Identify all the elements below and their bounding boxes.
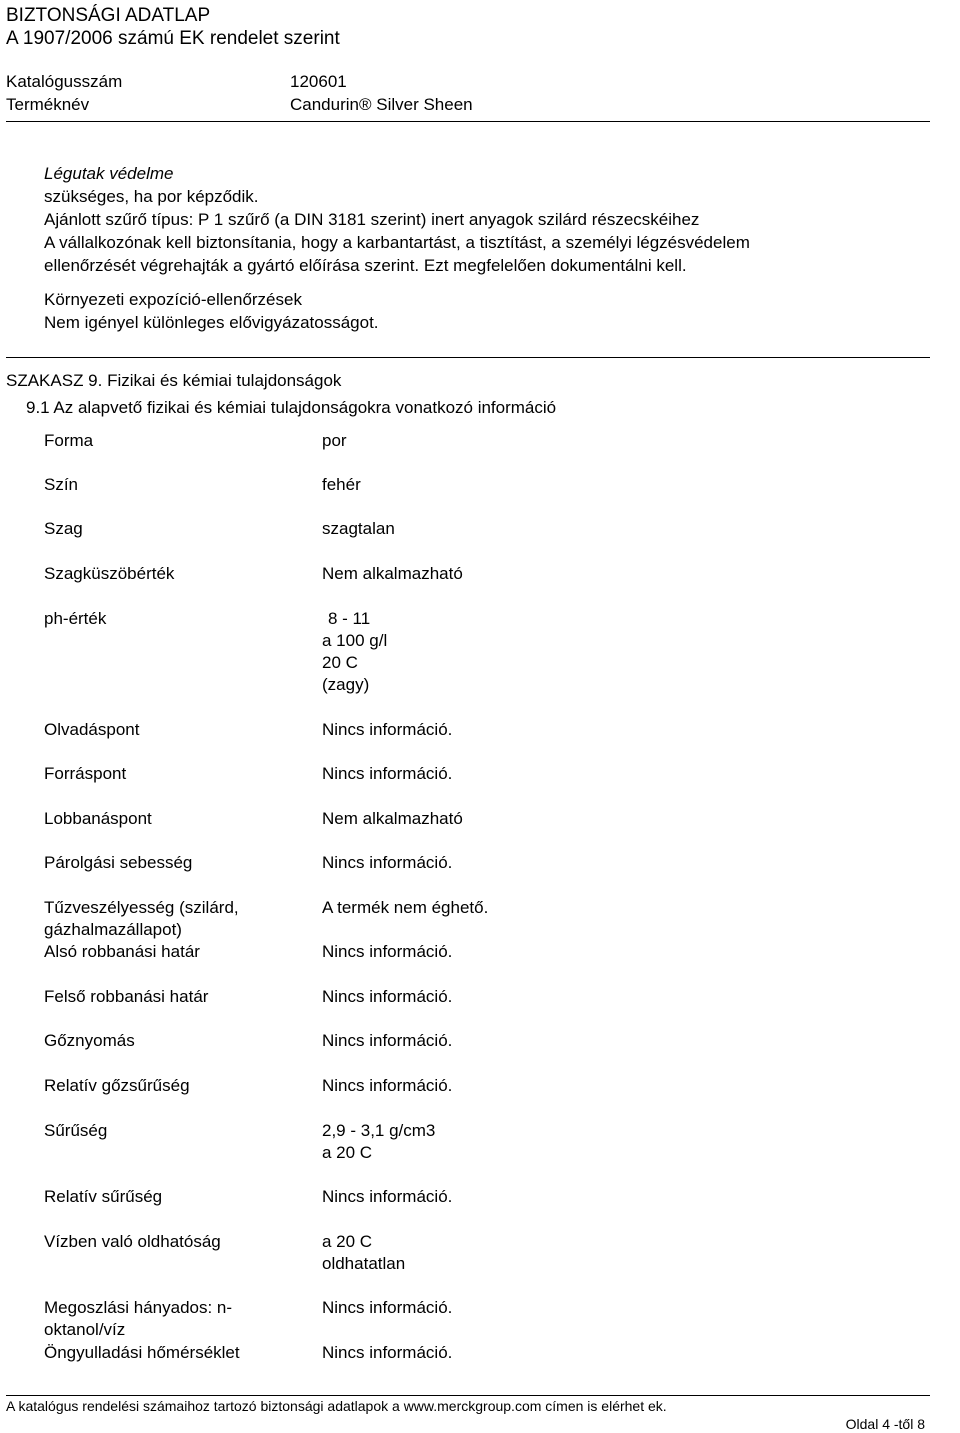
property-label: Szín xyxy=(44,475,79,494)
respiratory-line: szükséges, ha por képződik. xyxy=(44,187,259,206)
respiratory-line: A vállalkozónak kell biztonsítania, hogy a karbantartást, a tisztítást, a személyi légzésvédelem xyxy=(44,233,750,252)
property-label: Alsó robbanási határ xyxy=(44,942,200,961)
property-value: oldhatatlan xyxy=(322,1254,406,1273)
footer-note: A katalógus rendelési számaihoz tartozó biztonsági adatlapok a www.merckgroup.com címen is elérhet ek. xyxy=(6,1398,667,1414)
property-value: Nincs információ. xyxy=(322,764,453,783)
catalog-label: Katalógusszám xyxy=(6,72,123,91)
property-value: Nincs információ. xyxy=(322,1076,453,1095)
property-value: a 100 g/l xyxy=(322,631,388,650)
property-value: Nem alkalmazható xyxy=(322,564,463,583)
property-value: A termék nem éghető. xyxy=(322,898,489,917)
property-value: a 20 C xyxy=(322,1143,373,1162)
property-value: 8 - 11 xyxy=(328,609,371,628)
property-label: Felső robbanási határ xyxy=(44,987,209,1006)
property-label: oktanol/víz xyxy=(44,1320,126,1339)
property-value: a 20 C xyxy=(322,1232,373,1251)
property-label: Gőznyomás xyxy=(44,1031,135,1050)
catalog-value: 120601 xyxy=(290,72,347,91)
property-label: Forráspont xyxy=(44,764,127,783)
footer-divider xyxy=(6,1395,930,1396)
environment-text: Nem igényel különleges elővigyázatosságot. xyxy=(44,313,379,332)
property-value: 2,9 - 3,1 g/cm3 xyxy=(322,1121,436,1140)
property-value: 20 C xyxy=(322,653,358,672)
property-label: Megoszlási hányados: n- xyxy=(44,1298,233,1317)
property-value: Nincs információ. xyxy=(322,942,453,961)
property-value: Nincs információ. xyxy=(322,1343,453,1362)
property-label: gázhalmazállapot) xyxy=(44,920,182,939)
respiratory-line: Ajánlott szűrő típus: P 1 szűrő (a DIN 3181 szerint) inert anyagok szilárd részecskéihez xyxy=(44,210,700,229)
property-label: Relatív gőzsűrűség xyxy=(44,1076,190,1095)
section-subtitle: 9.1 Az alapvető fizikai és kémiai tulajdonságokra vonatkozó információ xyxy=(26,398,557,417)
property-value: Nincs információ. xyxy=(322,987,453,1006)
property-label: Szag xyxy=(44,519,83,538)
property-value: Nincs információ. xyxy=(322,1031,453,1050)
property-label: Relatív sűrűség xyxy=(44,1187,163,1206)
property-value: Nincs információ. xyxy=(322,720,453,739)
property-label: Öngyulladási hőmérséklet xyxy=(44,1343,240,1362)
property-label: Vízben való oldhatóság xyxy=(44,1232,221,1251)
regulation-line: A 1907/2006 számú EK rendelet szerint xyxy=(6,28,340,49)
respiratory-heading: Légutak védelme xyxy=(44,164,174,183)
header-divider xyxy=(6,121,930,122)
respiratory-line: ellenőrzését végrehajták a gyártó előírása szerint. Ezt megfelelően dokumentálni kell. xyxy=(44,256,687,275)
property-label: Forma xyxy=(44,431,94,450)
property-label: Lobbanáspont xyxy=(44,809,152,828)
property-label: Sűrűség xyxy=(44,1121,108,1140)
property-value: szagtalan xyxy=(322,519,395,538)
property-value: Nem alkalmazható xyxy=(322,809,463,828)
property-value: fehér xyxy=(322,475,361,494)
property-label: ph-érték xyxy=(44,609,107,628)
section-title: SZAKASZ 9. Fizikai és kémiai tulajdonságok xyxy=(6,371,342,390)
property-value: Nincs információ. xyxy=(322,853,453,872)
product-label: Terméknév xyxy=(6,95,90,114)
property-label: Olvadáspont xyxy=(44,720,140,739)
page-number: Oldal 4 -től 8 xyxy=(845,1416,925,1432)
section-divider xyxy=(6,357,930,358)
property-value: por xyxy=(322,431,347,450)
property-label: Szagküszöbérték xyxy=(44,564,175,583)
property-value: Nincs információ. xyxy=(322,1187,453,1206)
environment-heading: Környezeti expozíció-ellenőrzések xyxy=(44,290,302,309)
product-value: Candurin® Silver Sheen xyxy=(290,95,473,114)
property-label: Párolgási sebesség xyxy=(44,853,193,872)
property-value: Nincs információ. xyxy=(322,1298,453,1317)
property-label: Tűzveszélyesség (szilárd, xyxy=(44,898,239,917)
document-title: BIZTONSÁGI ADATLAP xyxy=(6,5,211,26)
property-value: (zagy) xyxy=(322,675,370,694)
